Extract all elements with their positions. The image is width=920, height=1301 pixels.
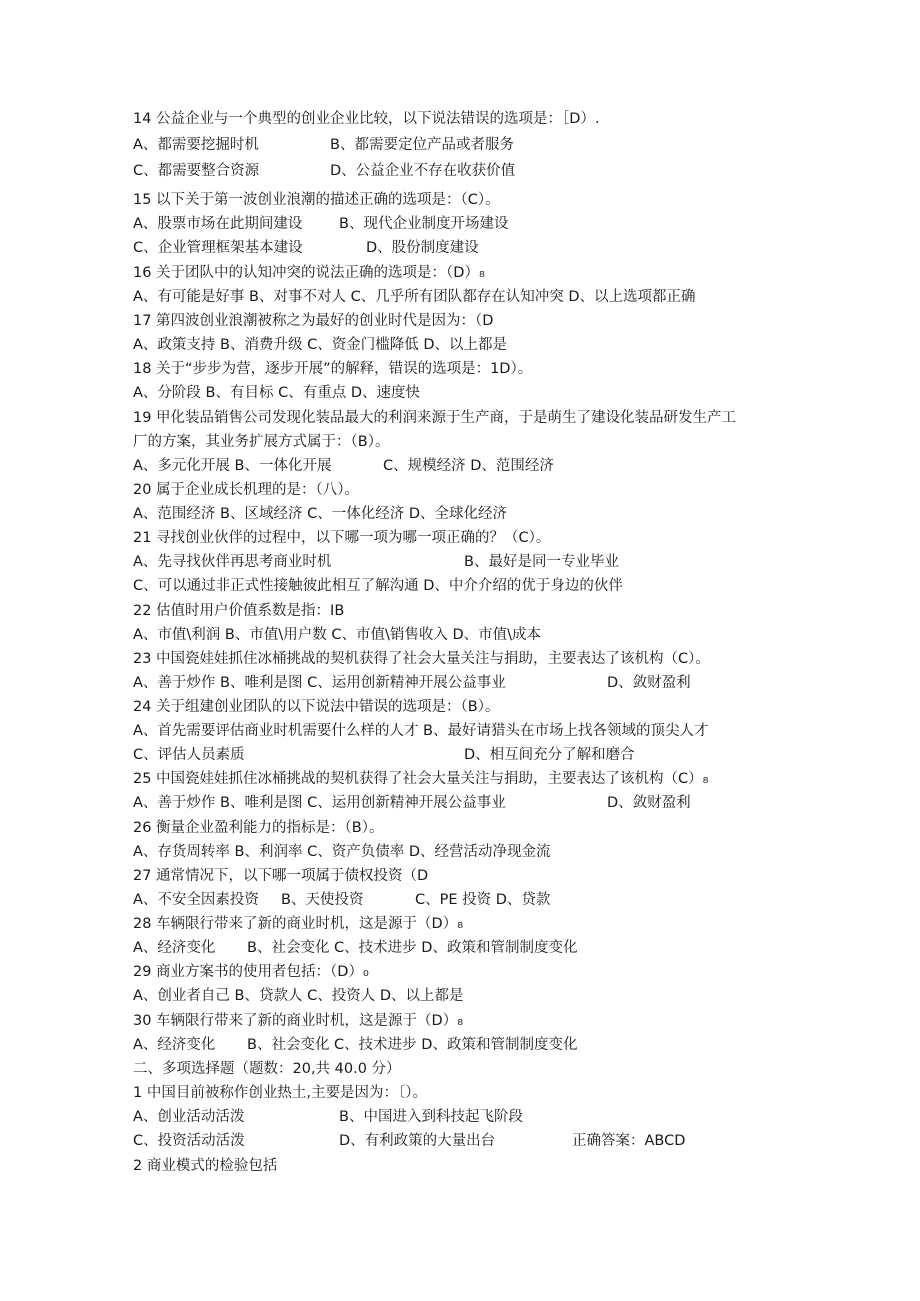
text-segment: 30 车辆限行带来了新的商业时机，这是源于（D）₈	[133, 1013, 464, 1029]
text-segment: A、创业活动活泼	[133, 1109, 245, 1125]
text-segment: A、善于炒作 B、唯利是图 C、运用创新精神开展公益事业	[133, 675, 506, 691]
text-segment: 15 以下关于第一波创业浪潮的描述正确的选项是：（C）。	[133, 192, 500, 208]
text-segment: B、天使投资	[281, 892, 364, 908]
text-segment: B、社会变化 C、技术进步 D、政策和管制制度变化	[247, 1037, 578, 1053]
text-segment: A、经济变化	[133, 940, 216, 956]
text-segment: 14 公益企业与一个典型的创业企业比较，以下说法错误的选项是：［D）.	[133, 111, 600, 127]
text-segment: A、股票市场在此期间建设	[133, 216, 303, 232]
text-segment: 23 中国瓷娃娃抓住冰桶挑战的契机获得了社会大量关注与捐助，主要表达了该机构（C）。	[133, 651, 710, 667]
text-segment: 24 关于组建创业团队的以下说法中错误的选项是：（B）。	[133, 699, 500, 715]
text-segment: 17 第四波创业浪潮被称之为最好的创业时代是因为：（D	[133, 313, 494, 329]
text-segment: 27 通常情况下，以下哪一项属于债权投资（D	[133, 868, 429, 884]
text-segment: 厂的方案，其业务扩展方式属于：（B）。	[133, 434, 390, 450]
text-segment: 21 寻找创业伙伴的过程中，以下哪一项为哪一项正确的？（C）。	[133, 530, 551, 546]
text-segment: 26 衡量企业盈利能力的指标是：（B）。	[133, 820, 384, 836]
text-segment: A、首先需要评估商业时机需要什么样的人才 B、最好请猎头在市场上找各领域的顶尖人才	[133, 723, 709, 739]
text-segment: C、评估人员素质	[133, 747, 245, 763]
text-segment: 18 关于“步步为营，逐步开展”的解释，错误的选项是：1D）。	[133, 361, 533, 377]
text-segment: 1 中国目前被称作创业热土,主要是因为：〔）。	[133, 1085, 427, 1101]
text-segment: A、善于炒作 B、唯利是图 C、运用创新精神开展公益事业	[133, 795, 506, 811]
text-segment: A、范围经济 B、区域经济 C、一体化经济 D、全球化经济	[133, 506, 507, 522]
text-segment: A、不安全因素投资	[133, 892, 259, 908]
text-segment: B、中国进入到科技起飞阶段	[339, 1109, 523, 1125]
text-segment: 2 商业模式的检验包括	[133, 1158, 278, 1174]
text-segment: C、PE 投资 D、贷款	[415, 892, 551, 908]
text-segment: B、社会变化 C、技术进步 D、政策和管制制度变化	[247, 940, 578, 956]
text-segment: A、政策支持 B、消费升级 C、资金门槛降低 D、以上都是	[133, 337, 507, 353]
text-segment: D、有利政策的大量出台	[339, 1133, 496, 1149]
text-segment: D、公益企业不存在收获价值	[330, 163, 516, 179]
text-segment: B、现代企业制度开场建设	[339, 216, 509, 232]
text-segment: A、创业者自己 B、贷款人 C、投资人 D、以上都是	[133, 988, 464, 1004]
text-segment: 28 车辆限行带来了新的商业时机，这是源于（D）₈	[133, 916, 464, 932]
text-segment: A、分阶段 B、有目标 C、有重点 D、速度快	[133, 385, 420, 401]
text-segment: B、最好是同一专业毕业	[464, 554, 619, 570]
text-segment: A、都需要挖掘时机	[133, 137, 259, 153]
text-segment: 25 中国瓷娃娃抓住冰桶挑战的契机获得了社会大量关注与捐助，主要表达了该机构（C）₈	[133, 771, 709, 787]
text-segment: A、市值\利润 B、市值\用户数 C、市值\销售收入 D、市值\成本	[133, 627, 542, 643]
text-segment: A、多元化开展 B、一体化开展	[133, 458, 332, 474]
text-segment: D、敛财盈利	[607, 795, 691, 811]
text-segment: D、股份制度建设	[366, 240, 479, 256]
text-segment: C、企业管理框架基本建设	[133, 240, 303, 256]
text-segment: 22 估值时用户价值系数是指：IB	[133, 603, 345, 619]
text-segment: A、存货周转率 B、利润率 C、资产负债率 D、经营活动净现金流	[133, 844, 551, 860]
text-segment: 正确答案：ABCD	[572, 1133, 686, 1149]
text-segment: 19 甲化装品销售公司发现化装品最大的利润来源于生产商，于是萌生了建设化装品研发生产工	[133, 410, 737, 426]
text-segment: 二、多项选择题（题数：20,共 40.0 分）	[133, 1061, 401, 1077]
text-segment: 20 属于企业成长机理的是：（八）。	[133, 482, 360, 498]
text-segment: 16 关于团队中的认知冲突的说法正确的选项是：（D）₈	[133, 265, 485, 281]
text-segment: B、都需要定位产品或者服务	[330, 137, 514, 153]
text-segment: D、敛财盈利	[607, 675, 691, 691]
text-segment: A、先寻找伙伴再思考商业时机	[133, 554, 332, 570]
text-segment: D、相互间充分了解和磨合	[464, 747, 635, 763]
text-segment: C、可以通过非正式性接触彼此相互了解沟通 D、中介介绍的优于身边的伙伴	[133, 578, 623, 594]
text-segment: A、有可能是好事 B、对事不对人 C、几乎所有团队都存在认知冲突 D、以上选项都正确	[133, 289, 696, 305]
text-segment: C、都需要整合资源	[133, 163, 260, 179]
text-segment: 29 商业方案书的使用者包括：（D）₀	[133, 964, 369, 980]
text-segment: C、投资活动活泼	[133, 1133, 245, 1149]
text-segment: C、规模经济 D、范围经济	[383, 458, 554, 474]
text-segment: A、经济变化	[133, 1037, 216, 1053]
